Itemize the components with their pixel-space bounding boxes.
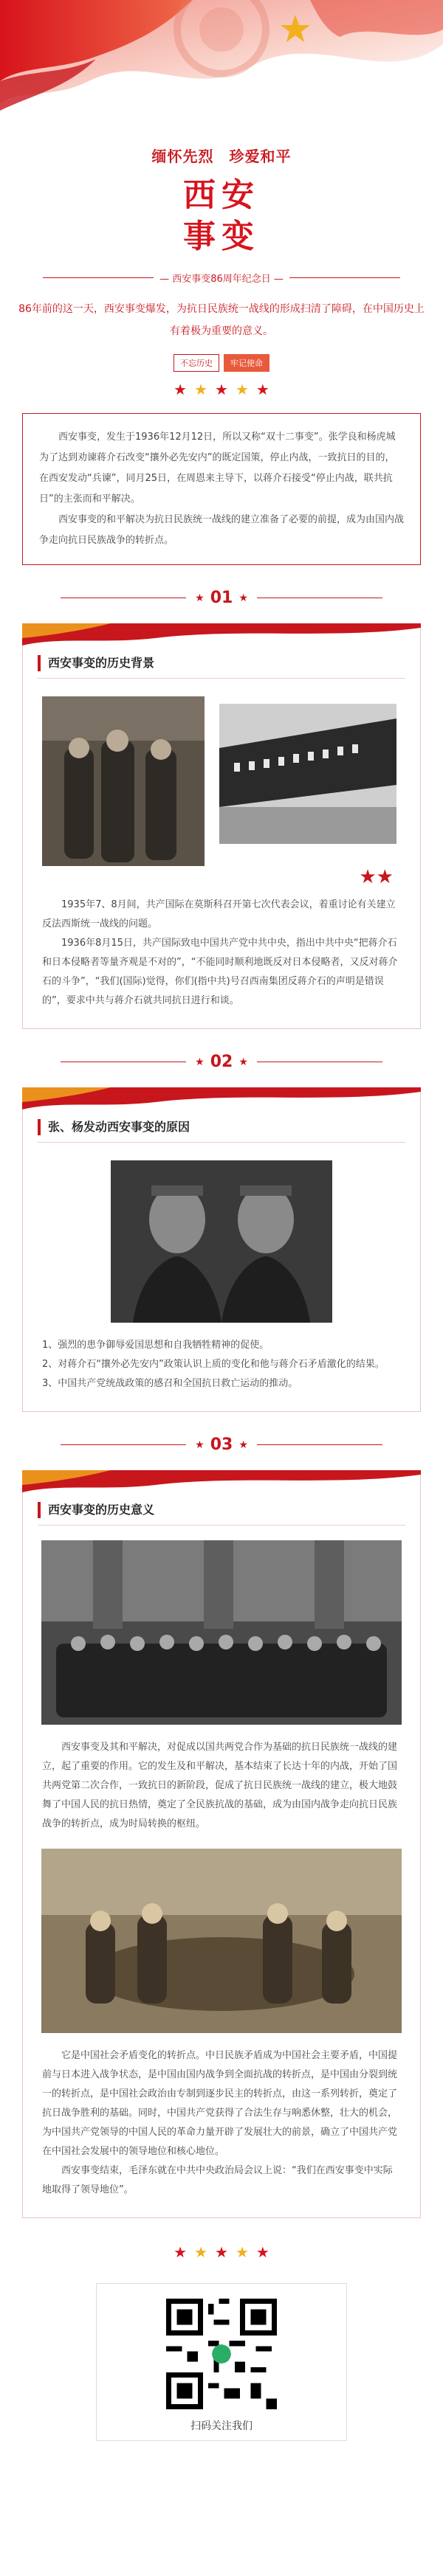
ribbon-icon — [22, 623, 421, 648]
star-icon: ★ — [235, 381, 249, 398]
star-icon: ★ — [195, 592, 205, 604]
section-number — [195, 589, 248, 607]
paragraph: 1936年8月15日，共产国际致电中国共产党中共中央，指出中共中央“把蒋介石和日本侵略者等量齐观是不对的”，“不能同时顺利地既反对日本侵略者，又反对蒋介石的斗争”，“我们(国际)觉得，你们(指中共)号召西南集团反蒋介石的声明是错误的”，要求中共与蒋介石就共同抗日进行和谈。 — [42, 938, 398, 1006]
section-text — [42, 1738, 401, 1834]
stars-row — [0, 381, 443, 398]
causes-list — [42, 1336, 401, 1393]
qr-card — [96, 2283, 347, 2441]
section-ribbon — [23, 1088, 420, 1113]
section-divider-01 — [0, 589, 443, 607]
section-significance — [22, 1470, 421, 2218]
qr-code-icon[interactable] — [166, 2299, 277, 2409]
section-history-background — [22, 623, 421, 1029]
divider-line — [257, 1444, 382, 1445]
flag-decoration-icon — [0, 0, 443, 148]
star-icon: ★ — [238, 592, 248, 604]
star-icon: ★ — [238, 1056, 248, 1068]
divider-line — [61, 1444, 186, 1445]
painting-photo — [41, 1849, 402, 2033]
slogan: 缅怀先烈 珍爱和平 — [151, 148, 292, 165]
list-item: 3、中国共产党统战政策的感召和全国抗日救亡运动的推动。 — [42, 1378, 298, 1389]
section-heading: 西安事变的历史意义 — [38, 1502, 405, 1518]
divider — [43, 277, 154, 278]
ribbon-icon — [22, 1470, 421, 1495]
star-icon: ★ — [255, 381, 269, 398]
photo-row — [42, 696, 401, 888]
list-item: 2、对蒋介石“攘外必先安内”政策认识上质的变化和他与蒋介石矛盾激化的结果。 — [42, 1359, 385, 1370]
section-divider-03 — [0, 1436, 443, 1454]
subtitle — [0, 271, 443, 285]
section-number-text: 01 — [210, 589, 233, 607]
star-icon: ★ — [174, 2243, 188, 2261]
summary-paragraph: 西安事变的和平解决为抗日民族统一战线的建立准备了必要的前提，成为由国内战争走向抗日民族战争的转折点。 — [39, 514, 405, 546]
star-icon: ★ — [194, 381, 208, 398]
star-icon: ★ — [235, 2243, 249, 2261]
section-divider-02 — [0, 1053, 443, 1071]
summary-paragraph: 西安事变，发生于1936年12月12日，所以又称“双十二事变”。张学良和杨虎城为了达到劝谏蒋介石改变“攘外必先安内”的既定国策，停止内战，一致抗日的目的，在西安发动“兵谏”，同月25日，在周恩来主导下，以蒋介石接受“停止内战，联共抗日”的主张而和平解决。 — [39, 432, 396, 505]
historical-photo — [42, 696, 205, 866]
stars-row — [0, 2243, 443, 2261]
section-ribbon — [23, 1471, 420, 1496]
page-title-line2: 事变 — [183, 218, 260, 255]
section-number — [195, 1053, 248, 1071]
star-icon: ★★ — [359, 866, 394, 888]
paragraph: 它是中国社会矛盾变化的转折点。中日民族矛盾成为中国社会主要矛盾，中国提前与日本进入战争状态，是中国由国内战争到全面抗战的转折点，是中国由分裂到统一的转折点，是中国社会政治由专制到逐步民主的转折点，由这一系列转折，奠定了抗日战争胜利的基础。同时，中国共产党获得了合法生存与响悉休整，壮大的机会，为中国共产党领导的中国人民的革命力量开辟了发展壮大的前景，确立了中国共产党在中国社会发展中的领导地位和核心地位。 — [42, 2050, 398, 2157]
section-heading: 张、杨发动西安事变的原因 — [38, 1119, 405, 1135]
section-heading: 西安事变的历史背景 — [38, 655, 405, 671]
ribbon-icon — [22, 1087, 421, 1112]
star-icon: ★ — [195, 1056, 205, 1068]
star-icon: ★ — [255, 2243, 269, 2261]
tag-row — [0, 354, 443, 372]
paragraph: 1935年7、8月间，共产国际在莫斯科召开第七次代表会议，着重讨论有关建立反法西斯统一战线的问题。 — [42, 899, 396, 929]
star-icon: ★ — [215, 381, 228, 398]
paragraph: 西安事变结束，毛泽东就在中共中央政治局会议上说：“我们在西安事变中实际地取得了领导地位”。 — [42, 2165, 393, 2195]
paragraph: 西安事变及其和平解决，对促成以国共两党合作为基础的抗日民族统一战线的建立，起了重要的作用。它的发生及和平解决，基本结束了长达十年的内战，开始了国共两党第二次合作，一致抗日的新阶段，促成了抗日民族统一战线的建立，极大地鼓舞了中国人民的抗日热情，奠定了全民族抗战的基础，成为由国内战争走向抗日民族战争的转折点，成为时局转换的枢纽。 — [42, 1742, 398, 1829]
section-ribbon — [23, 624, 420, 649]
section-text — [42, 896, 401, 1011]
section-text — [42, 2046, 401, 2200]
portrait-photo — [111, 1160, 332, 1323]
summary-box — [22, 413, 421, 565]
section-number-text: 03 — [210, 1436, 233, 1454]
section-number — [195, 1436, 248, 1454]
tag-filled: 牢记使命 — [224, 354, 269, 372]
subtitle-text: — 西安事变86周年纪念日 — — [159, 274, 284, 285]
tag-outline: 不忘历史 — [174, 354, 219, 372]
section-number-text: 02 — [210, 1053, 233, 1071]
star-icon: ★ — [195, 1438, 205, 1451]
group-photo — [41, 1540, 402, 1725]
star-icon: ★ — [215, 2243, 228, 2261]
section-causes — [22, 1087, 421, 1412]
qr-caption: 扫码关注我们 — [190, 2420, 253, 2432]
divider — [289, 277, 400, 278]
star-icon: ★ — [194, 2243, 208, 2261]
list-item: 1、强烈的患争御辱爱国思想和自我牺牲精神的促使。 — [42, 1340, 269, 1351]
page-title-line1: 西安 — [183, 176, 260, 214]
star-icon: ★ — [174, 381, 188, 398]
hero-banner — [0, 0, 443, 148]
historical-photo — [219, 704, 396, 844]
intro-text: 86年前的这一天，西安事变爆发，为抗日民族统一战线的形成扫清了障碍，在中国历史上有着极为重要的意义。 — [18, 303, 425, 337]
star-icon: ★ — [238, 1438, 248, 1451]
